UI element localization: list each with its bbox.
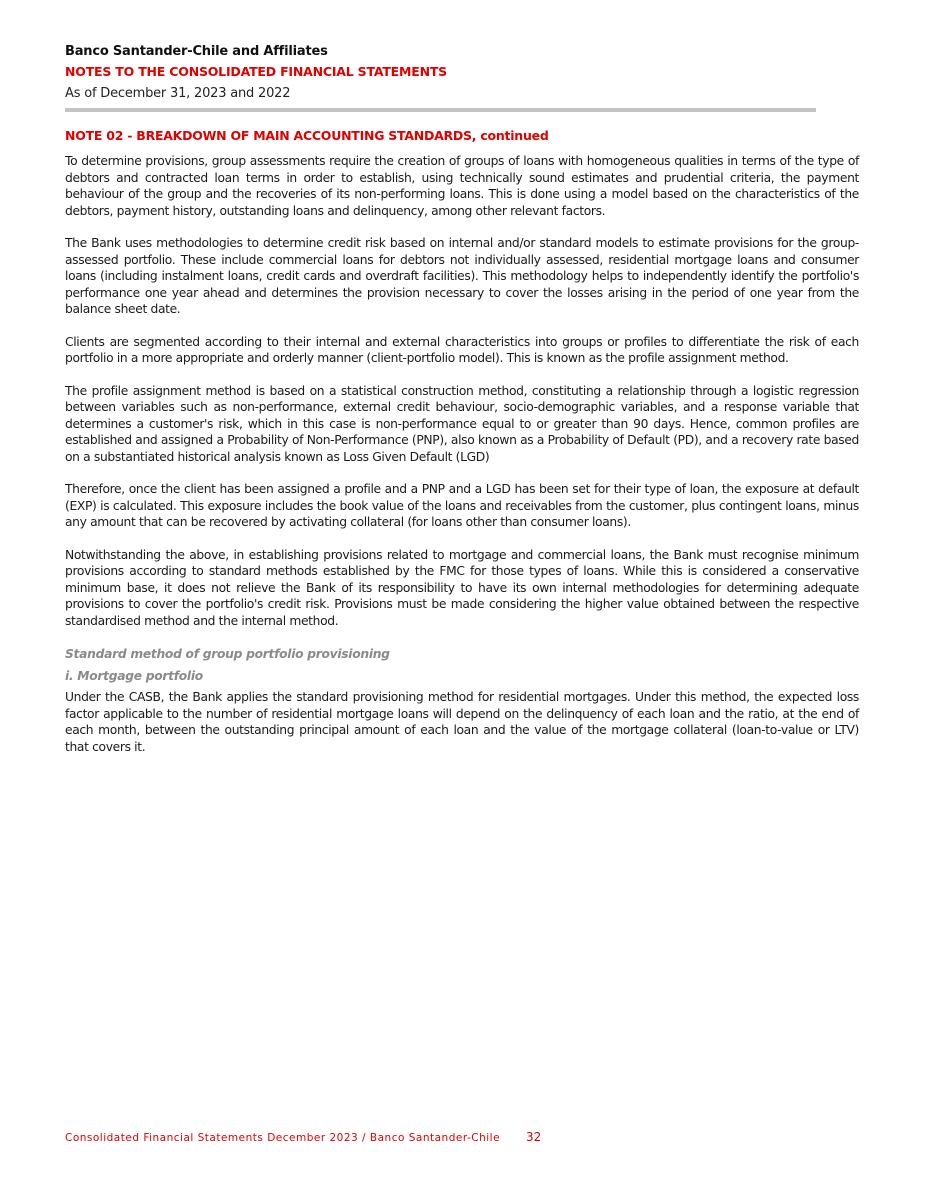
paragraph: Therefore, once the client has been assigned a profile and a PNP and a LGD has been set for their type of loan, the exposure at default (EXP) is calculated. This exposure includes the book value of the loans and receivables from the customer, plus contingent loans, minus any amount that can be recovered by activating collateral (for loans other than consumer loans). <box>65 482 859 529</box>
footer-text: Consolidated Financial Statements December 2023 / Banco Santander-Chile <box>65 1132 501 1144</box>
page-footer <box>65 1130 541 1144</box>
as-of-date: As of December 31, 2023 and 2022 <box>65 86 291 101</box>
subsection-heading: i. Mortgage portfolio <box>65 669 203 683</box>
note-heading: NOTE 02 - BREAKDOWN OF MAIN ACCOUNTING STANDARDS, continued <box>65 128 549 143</box>
page-header <box>65 43 816 112</box>
paragraph: Clients are segmented according to their internal and external characteristics into groups or profiles to differentiate the risk of each portfolio in a more appropriate and orderly manner (client-portfolio model). This is known as the profile assignment method. <box>65 334 859 365</box>
company-name: Banco Santander-Chile and Affiliates <box>65 44 328 59</box>
paragraph: To determine provisions, group assessments require the creation of groups of loans with homogeneous qualities in terms of the type of debtors and contracted loan terms in order to establish, using technically sound estimates and prudential criteria, the payment behaviour of the group and the recoveries of its non-performing loans. This is done using a model based on the characteristics of the debtors, payment history, outstanding loans and delinquency, among other relevant factors. <box>65 154 859 218</box>
paragraph: The profile assignment method is based on a statistical construction method, constituting a relationship through a logistic regression between variables such as non-performance, external credit behaviour, socio-demographic variables, and a response variable that determines a customer's risk, which in this case is non-performance equal to or greater than 90 days. Hence, common profiles are established and assigned a Probability of Non-Performance (PNP), also known as a Probability of Default (PD), and a recovery rate based on a substantiated historical analysis known as Loss Given Default (LGD) <box>65 383 859 464</box>
section-heading: Standard method of group portfolio provisioning <box>65 647 390 661</box>
note-content <box>65 127 859 771</box>
page-number: 32 <box>526 1130 542 1144</box>
header-divider <box>65 108 816 112</box>
paragraph: Under the CASB, the Bank applies the standard provisioning method for residential mortgages. Under this method, the expected loss factor applicable to the number of residential mortgage loans will depend on the delinquency of each loan and the ratio, at the end of each month, between the outstanding principal amount of each loan and the value of the mortgage collateral (loan-to-value or LTV) that covers it. <box>65 690 859 754</box>
paragraph: The Bank uses methodologies to determine credit risk based on internal and/or standard models to estimate provisions for the group-assessed portfolio. These include commercial loans for debtors not individually assessed, residential mortgage loans and consumer loans (including instalment loans, credit cards and overdraft facilities). This methodology helps to independently identify the portfolio's performance one year ahead and determines the provision necessary to cover the losses arising in the period of one year from the balance sheet date. <box>65 236 859 316</box>
paragraph: Notwithstanding the above, in establishing provisions related to mortgage and commercial loans, the Bank must recognise minimum provisions according to standard methods established by the FMC for those types of loans. While this is considered a conservative minimum base, it does not relieve the Bank of its responsibility to have its own internal methodologies for determining adequate provisions to cover the portfolio's credit risk. Provisions must be made considering the higher value obtained between the respective standardised method and the internal method. <box>65 547 859 628</box>
notes-title: NOTES TO THE CONSOLIDATED FINANCIAL STATEMENTS <box>65 64 447 79</box>
